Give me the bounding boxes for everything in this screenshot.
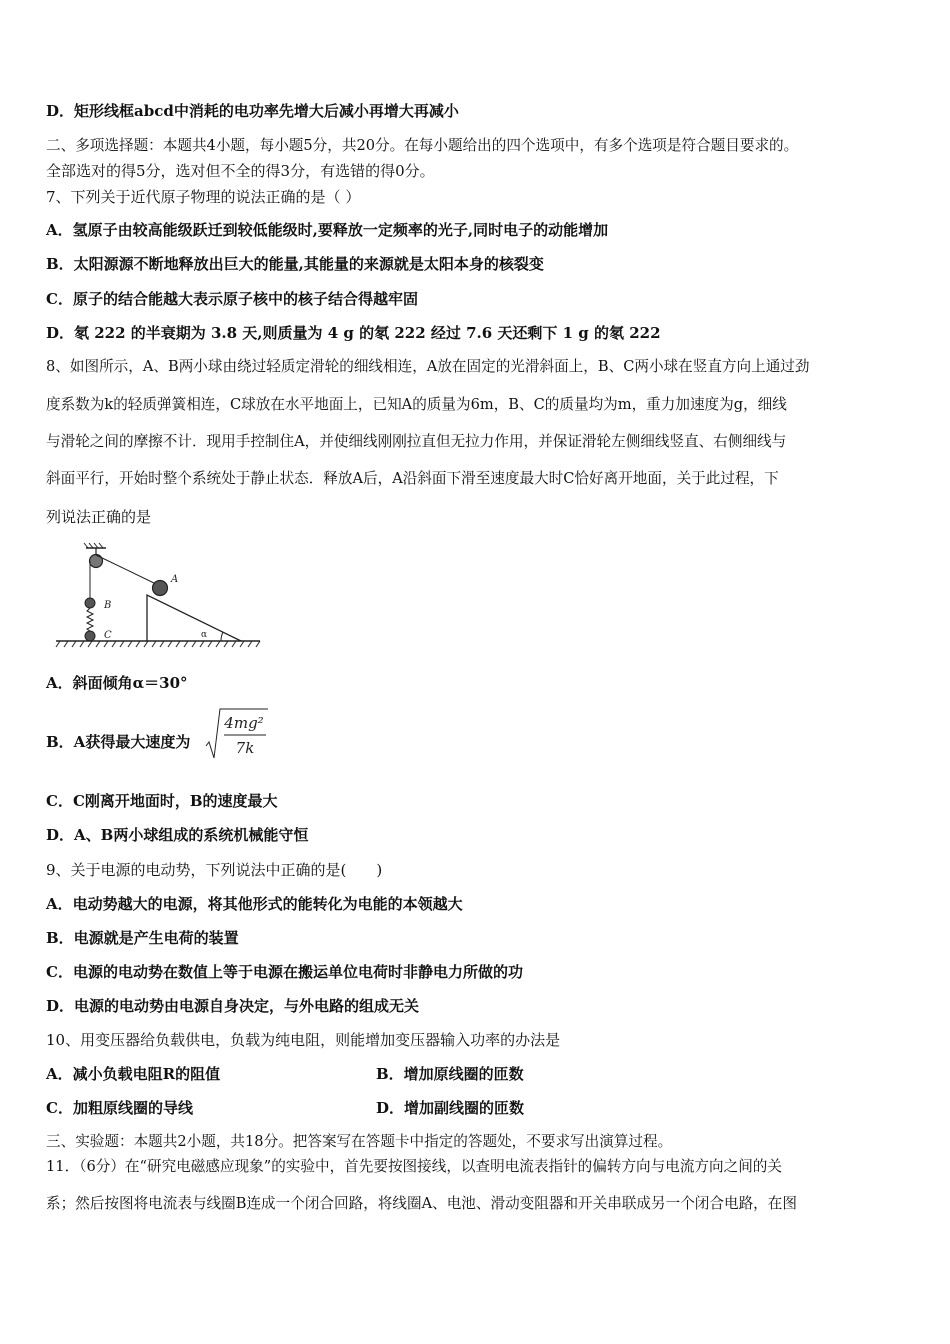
q11-stem-2: 系；然后按图将电流表与线圈B连成一个闭合回路，将线圈A、电池、滑动变阻器和开关串联成另一个闭合电路，在图 bbox=[46, 1195, 797, 1212]
incline-icon bbox=[147, 595, 241, 641]
q10-stem: 10、用变压器给负载供电，负载为纯电阻，则能增加变压器输入功率的办法是 bbox=[46, 1031, 561, 1049]
section-2-instructions-2: 全部选对的得5分，选对但不全的得3分，有选错的得0分。 bbox=[46, 162, 435, 180]
q10-option-d: D．增加副线圈的匝数 bbox=[376, 1099, 525, 1117]
section-2-instructions-1: 二、多项选择题：本题共4小题，每小题5分，共20分。在每小题给出的四个选项中，有多个选项是符合题目要求的。 bbox=[46, 137, 799, 154]
ball-b-icon bbox=[85, 598, 95, 608]
q9-stem: 9、关于电源的电动势，下列说法中正确的是( ) bbox=[46, 861, 383, 879]
pulley-icon bbox=[90, 555, 103, 568]
formula-numerator: 4mg² bbox=[224, 714, 264, 732]
ball-a-icon bbox=[153, 581, 168, 596]
q9-option-d: D．电源的电动势由电源自身决定，与外电路的组成无关 bbox=[46, 997, 420, 1015]
q8-stem-1: 8、如图所示，A、B两小球由绕过轻质定滑轮的细线相连，A放在固定的光滑斜面上，B、C两小球在竖直方向上通过劲 bbox=[46, 358, 810, 375]
q10-option-c: C．加粗原线圈的导线 bbox=[46, 1099, 193, 1117]
q7-option-c: C．原子的结合能越大表示原子核中的核子结合得越牢固 bbox=[46, 290, 418, 308]
q10-option-a: A．减小负载电阻R的阻值 bbox=[46, 1065, 221, 1083]
q8-option-b bbox=[46, 732, 190, 752]
q8-option-b-formula bbox=[204, 706, 270, 762]
q8-option-c: C．C刚离开地面时，B的速度最大 bbox=[46, 792, 278, 810]
fig-label-a: A bbox=[171, 574, 179, 585]
q7-option-a: A．氢原子由较高能级跃迁到较低能级时,要释放一定频率的光子,同时电子的动能增加 bbox=[46, 221, 609, 239]
q8-option-a: A．斜面倾角α＝30° bbox=[46, 674, 188, 692]
formula-denominator: 7k bbox=[235, 739, 255, 757]
q8-figure bbox=[50, 540, 265, 655]
q9-option-b: B．电源就是产生电荷的装置 bbox=[46, 929, 239, 947]
fig-label-alpha: α bbox=[201, 630, 208, 640]
fig-label-c: C bbox=[104, 630, 112, 641]
q8-stem-3: 与滑轮之间的摩擦不计．现用手控制住A，并使细线刚刚拉直但无拉力作用，并保证滑轮左侧细线竖直、右侧细线与 bbox=[46, 433, 787, 450]
q11-stem-1: 11．（6分）在“研究电磁感应现象”的实验中，首先要按图接线，以查明电流表指针的偏转方向与电流方向之间的关 bbox=[46, 1158, 782, 1175]
q8-stem-2: 度系数为k的轻质弹簧相连，C球放在水平地面上，已知A的质量为6m，B、C的质量均为m，重力加速度为g，细线 bbox=[46, 396, 787, 413]
q9-option-c: C．电源的电动势在数值上等于电源在搬运单位电荷时非静电力所做的功 bbox=[46, 963, 523, 981]
q8-stem-5: 列说法正确的是 bbox=[46, 508, 152, 526]
spring-icon bbox=[87, 608, 93, 631]
q7-option-d: D．氡 222 的半衰期为 3.8 天,则质量为 4 g 的氡 222 经过 7.6 天还剩下 1 g 的氡 222 bbox=[46, 324, 661, 342]
q8-option-b-text: B．A获得最大速度为 bbox=[46, 733, 191, 751]
fig-label-b: B bbox=[104, 600, 112, 611]
q9-option-a: A．电动势越大的电源，将其他形式的能转化为电能的本领越大 bbox=[46, 895, 463, 913]
q7-stem: 7、下列关于近代原子物理的说法正确的是（ ） bbox=[46, 188, 361, 206]
option-d-prev: D．矩形线框abcd中消耗的电功率先增大后减小再增大再减小 bbox=[46, 102, 459, 120]
ball-c-icon bbox=[85, 631, 95, 641]
q8-option-d: D．A、B两小球组成的系统机械能守恒 bbox=[46, 826, 309, 844]
q7-option-b: B．太阳源源不断地释放出巨大的能量,其能量的来源就是太阳本身的核裂变 bbox=[46, 255, 544, 273]
section-3-instructions: 三、实验题：本题共2小题，共18分。把答案写在答题卡中指定的答题处，不要求写出演算过程。 bbox=[46, 1133, 673, 1150]
q8-stem-4: 斜面平行，开始时整个系统处于静止状态．释放A后，A沿斜面下滑至速度最大时C恰好离开地面，关于此过程，下 bbox=[46, 470, 779, 487]
q10-option-b: B．增加原线圈的匝数 bbox=[376, 1065, 524, 1083]
